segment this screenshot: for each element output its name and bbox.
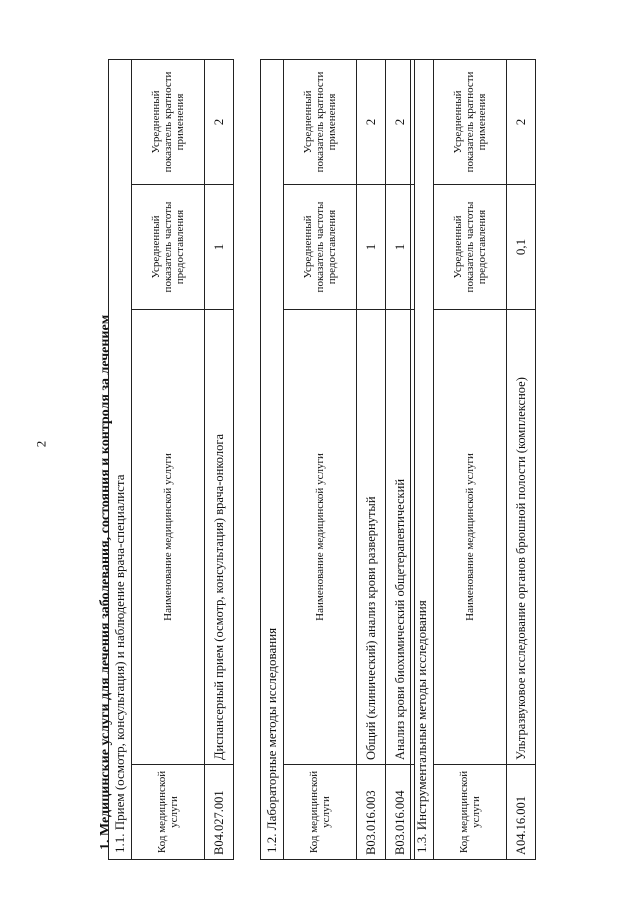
services-table [108, 59, 234, 860]
page-number: 2 [33, 440, 49, 448]
service-name: Ультразвуковое исследование органов брюшной полости (комплексное) [507, 310, 536, 765]
header-freq: Усредненный показатель частоты предоставления [284, 185, 357, 310]
section-1-1 [108, 60, 234, 860]
section-title: 1.3. Инструментальные методы исследования [411, 59, 434, 859]
header-name: Наименование медицинской услуги [284, 310, 357, 765]
header-mult: Усредненный показатель кратности применения [434, 59, 507, 184]
section-1-3 [410, 60, 536, 860]
service-mult: 2 [386, 59, 415, 184]
header-code: Код медицинской услуги [434, 765, 507, 860]
section-title: 1.2. Лабораторные методы исследования [261, 59, 284, 859]
service-name: Анализ крови биохимический общетерапевтический [386, 310, 415, 765]
service-mult: 2 [507, 59, 536, 184]
section-title: 1.1. Прием (осмотр, консультация) и наблюдение врача-специалиста [109, 59, 132, 859]
header-mult: Усредненный показатель кратности применения [132, 59, 205, 184]
service-mult: 2 [205, 59, 234, 184]
service-freq: 0,1 [507, 185, 536, 310]
table-row [507, 59, 536, 859]
service-code: B03.016.003 [357, 765, 386, 860]
services-table [260, 59, 415, 860]
header-name: Наименование медицинской услуги [434, 310, 507, 765]
header-name: Наименование медицинской услуги [132, 310, 205, 765]
table-row [357, 59, 386, 859]
header-code: Код медицинской услуги [284, 765, 357, 860]
service-code: B04.027.001 [205, 765, 234, 860]
service-name: Общий (клинический) анализ крови развернутый [357, 310, 386, 765]
section-1-2 [260, 60, 415, 860]
service-freq: 1 [205, 185, 234, 310]
header-freq: Усредненный показатель частоты предоставления [434, 185, 507, 310]
header-freq: Усредненный показатель частоты предоставления [132, 185, 205, 310]
service-code: A04.16.001 [507, 765, 536, 860]
service-freq: 1 [386, 185, 415, 310]
table-row [205, 59, 234, 859]
rotated-content [60, 60, 580, 860]
services-table [410, 59, 536, 860]
header-mult: Усредненный показатель кратности применения [284, 59, 357, 184]
document-title: 1. Медицинские услуги для лечения заболевания, состояния и контроля за лечением [98, 314, 113, 850]
service-mult: 2 [357, 59, 386, 184]
header-code: Код медицинской услуги [132, 765, 205, 860]
service-name: Диспансерный прием (осмотр, консультация) врача-онколога [205, 310, 234, 765]
service-code: B03.016.004 [386, 765, 415, 860]
service-freq: 1 [357, 185, 386, 310]
